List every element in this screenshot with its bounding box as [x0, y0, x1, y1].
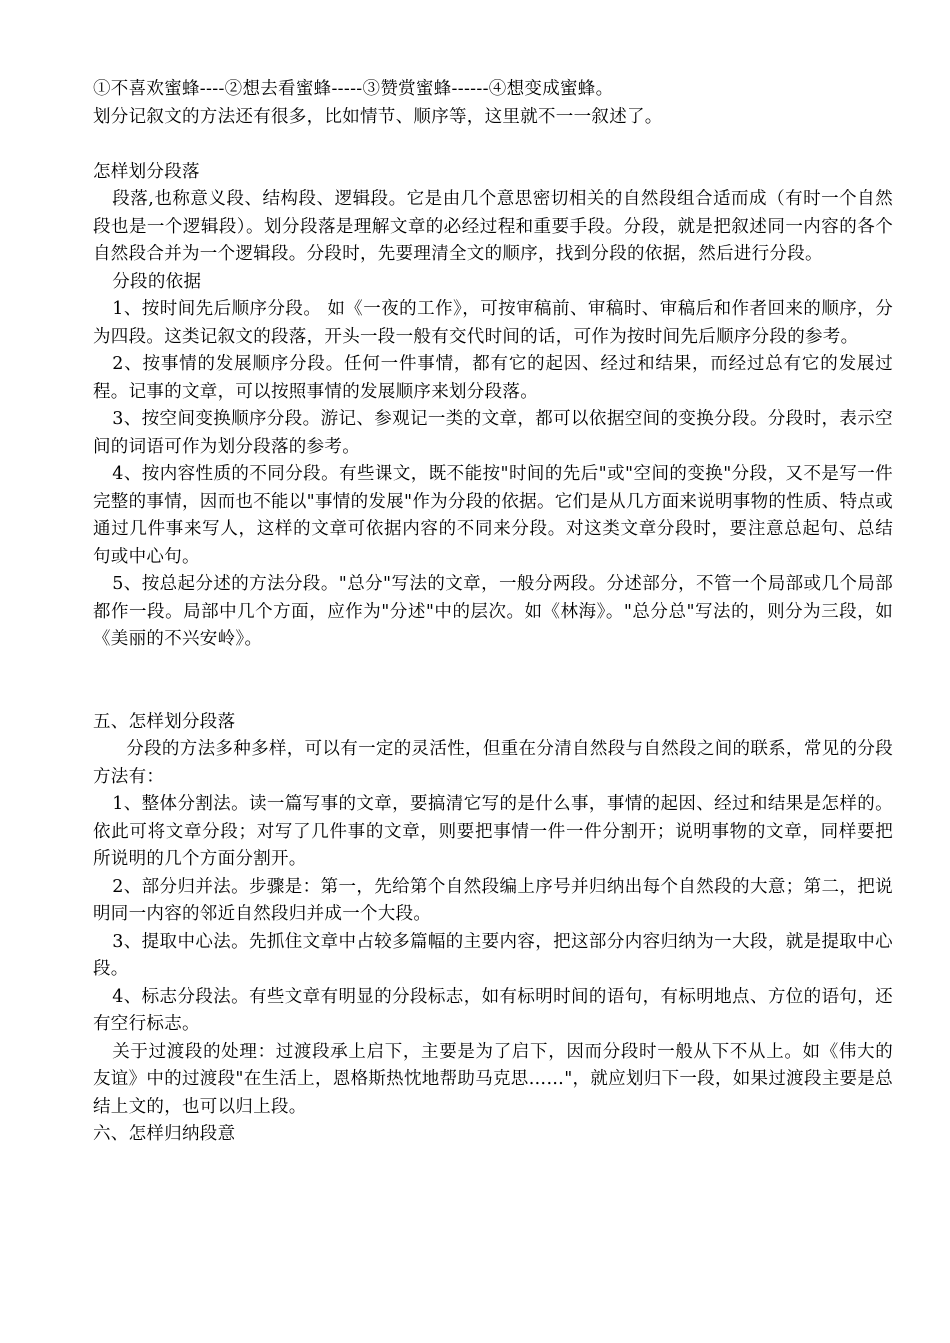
section-paragraph: 分段的方法多种多样，可以有一定的灵活性，但重在分清自然段与自然段之间的联系，常见的分段方法有：	[93, 739, 893, 787]
list-item: 1、整体分割法。读一篇写事的文章，要搞清它写的是什么事，事情的起因、经过和结果是怎样的。依此可将文章分段；对写了几件事的文章，则要把事情一件一件分割开；说明事物的文章，同样要把所说明的几个方面分割开。	[93, 794, 893, 869]
section-heading: 六、怎样归纳段意	[93, 1124, 236, 1144]
document-page	[93, 76, 893, 1149]
section-heading: 五、怎样划分段落	[93, 711, 236, 732]
list-item: 3、按空间变换顺序分段。游记、参观记一类的文章，都可以依据空间的变换分段。分段时，表示空间的词语可作为划分段落的参考。	[93, 409, 893, 457]
section-subheading: 分段的依据	[112, 271, 202, 292]
list-item: 1、按时间先后顺序分段。 如《一夜的工作》，可按审稿前、审稿时、审稿后和作者回来的顺序，分为四段。这类记叙文的段落，开头一段一般有交代时间的话，可作为按时间先后顺序分段的参考。	[93, 299, 893, 347]
intro-line-2: 划分记叙文的方法还有很多，比如情节、顺序等，这里就不一一叙述了。	[93, 106, 663, 127]
blank-line	[93, 654, 893, 709]
section-heading: 怎样划分段落	[93, 161, 200, 182]
list-item: 2、按事情的发展顺序分段。任何一件事情，都有它的起因、经过和结果，而经过总有它的发展过程。记事的文章，可以按照事情的发展顺序来划分段落。	[93, 354, 893, 402]
list-item: 3、提取中心法。先抓住文章中占较多篇幅的主要内容，把这部分内容归纳为一大段，就是提取中心段。	[93, 931, 893, 979]
list-item: 4、标志分段法。有些文章有明显的分段标志，如有标明时间的语句，有标明地点、方位的语句，还有空行标志。	[93, 986, 893, 1034]
list-item: 2、部分归并法。步骤是：第一，先给第个自然段编上序号并归纳出每个自然段的大意；第二，把说明同一内容的邻近自然段归并成一个大段。	[93, 876, 893, 924]
list-item: 4、按内容性质的不同分段。有些课文，既不能按"时间的先后"或"空间的变换"分段，又不是写一件完整的事情，因而也不能以"事情的发展"作为分段的依据。它们是从几方面来说明事物的性质、特点或通过几件事来写人，这样的文章可依据内容的不同来分段。对这类文章分段时，要注意总起句、总结句或中心句。	[93, 464, 893, 567]
transition-paragraph: 关于过渡段的处理：过渡段承上启下，主要是为了启下，因而分段时一般从下不从上。如《伟大的友谊》中的过渡段"在生活上，恩格斯热忱地帮助马克思……"，就应划归下一段，如果过渡段主要是总结上文的，也可以归上段。	[93, 1041, 893, 1117]
blank-line	[93, 131, 893, 159]
intro-line-1: ①不喜欢蜜蜂----②想去看蜜蜂-----③赞赏蜜蜂------④想变成蜜蜂。	[93, 79, 614, 99]
section-paragraph: 段落,也称意义段、结构段、逻辑段。它是由几个意思密切相关的自然段组合适而成（有时一个自然段也是一个逻辑段）。划分段落是理解文章的必经过程和重要手段。分段，就是把叙述同一内容的各个自然段合并为一个逻辑段。分段时，先要理清全文的顺序，找到分段的依据，然后进行分段。	[93, 189, 893, 264]
list-item: 5、按总起分述的方法分段。"总分"写法的文章，一般分两段。分述部分，不管一个局部或几个局部都作一段。局部中几个方面，应作为"分述"中的层次。如《林海》。"总分总"写法的，则分为三段，如《美丽的不兴安岭》。	[93, 574, 893, 649]
